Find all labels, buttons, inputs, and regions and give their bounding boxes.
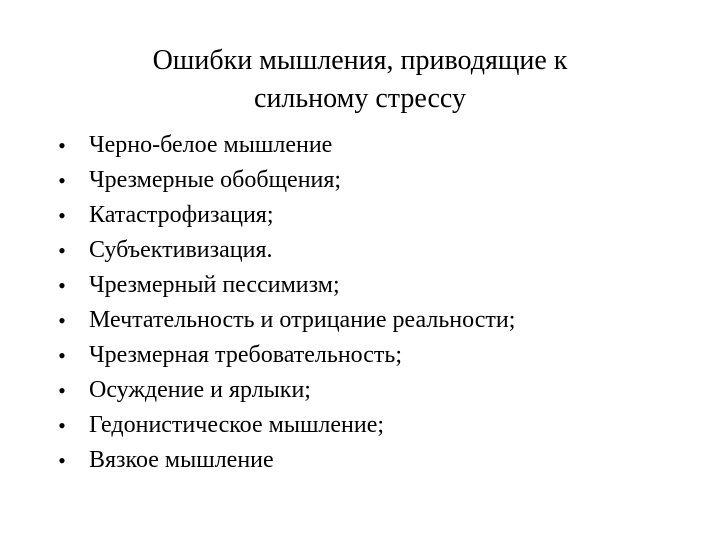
bullet-text: Чрезмерный пессимизм; [89, 272, 340, 298]
bullet-text: Мечтательность и отрицание реальности; [89, 307, 516, 333]
bullet-icon: • [58, 203, 66, 228]
bullet-text: Чрезмерные обобщения; [89, 167, 342, 193]
bullet-text: Субъективизация. [89, 237, 273, 263]
bullet-icon: • [58, 238, 66, 263]
slide-title [60, 42, 660, 118]
bullet-text: Гедонистическое мышление; [89, 412, 385, 438]
bullet-text: Катастрофизация; [89, 202, 274, 228]
bullet-icon: • [58, 168, 66, 193]
bullet-text: Вязкое мышление [89, 447, 274, 473]
bullet-icon: • [58, 133, 66, 158]
slide-title-line-1: Ошибки мышления, приводящие к [152, 45, 568, 76]
bullet-text: Чрезмерная требовательность; [89, 342, 403, 368]
bullet-icon: • [58, 273, 66, 298]
bullet-icon: • [58, 448, 66, 473]
bullet-icon: • [58, 308, 66, 333]
bullet-icon: • [58, 343, 66, 368]
bullet-text: Черно-белое мышление [89, 132, 333, 158]
bullet-icon: • [58, 413, 66, 438]
slide-title-line-2: сильному стрессу [254, 83, 466, 114]
bullet-icon: • [58, 378, 66, 403]
bullet-text: Осуждение и ярлыки; [89, 377, 311, 403]
